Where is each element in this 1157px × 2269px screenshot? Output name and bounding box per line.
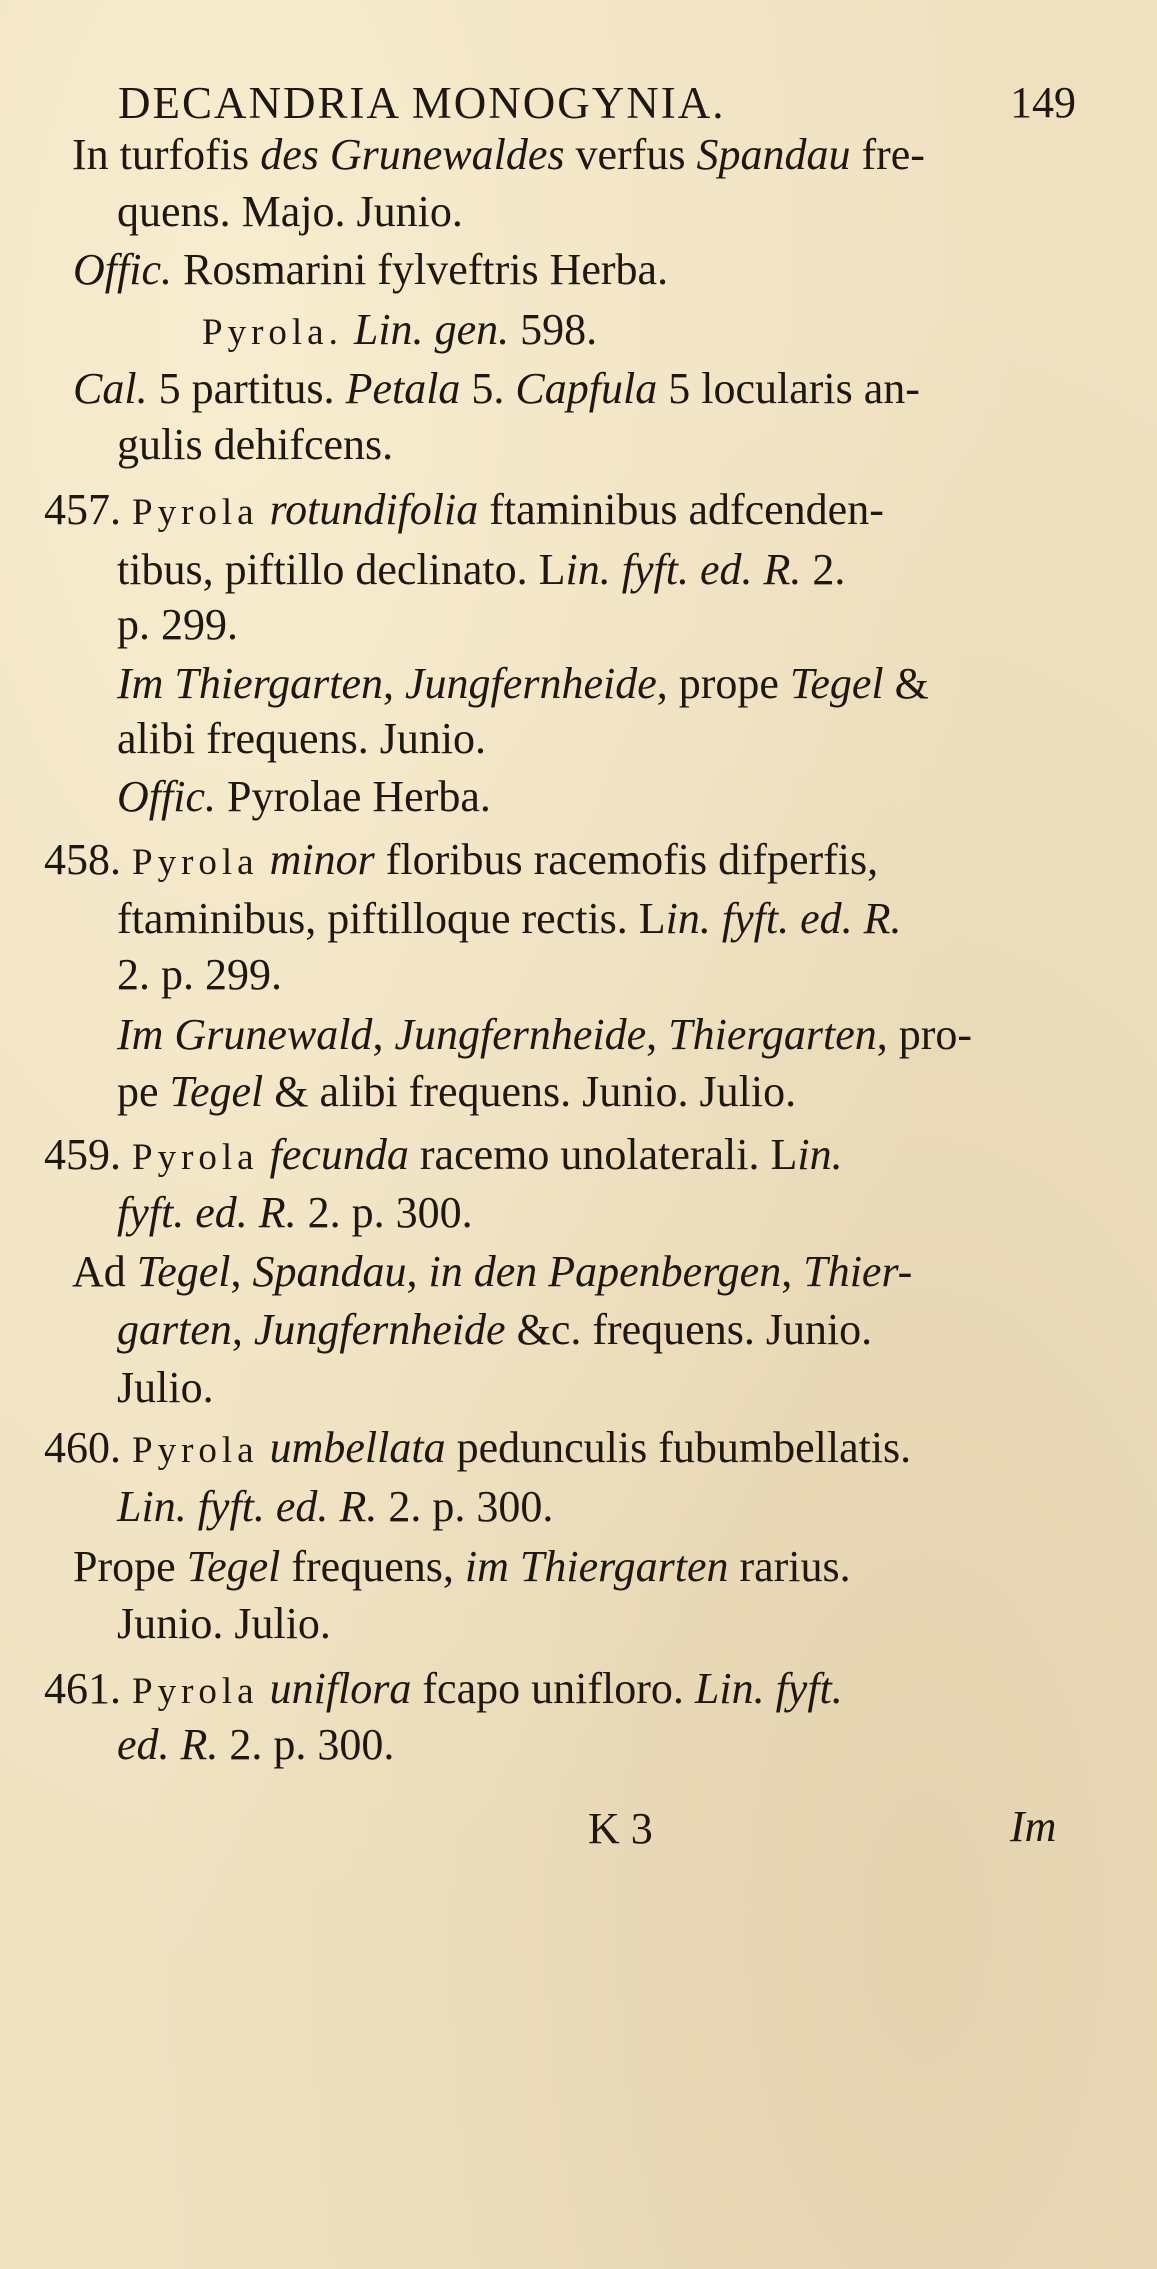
text-line: Prope Tegel frequens, im Thiergarten rarius. [73, 1542, 851, 1591]
text-line: Junio. Julio. [117, 1599, 331, 1648]
text-line: p. 299. [117, 600, 238, 649]
catchword: Im [1010, 1802, 1057, 1851]
entry-461: 461. Pyrola uniflora fcapo unifloro. Lin. fyft. [44, 1664, 843, 1713]
text-line: Im Grunewald, Jungfernheide, Thiergarten, pro- [117, 1010, 973, 1059]
running-head [118, 76, 726, 130]
text-line: ed. R. 2. p. 300. [117, 1720, 395, 1769]
page-number: 149 [1010, 78, 1076, 127]
text-line: gulis dehifcens. [117, 420, 394, 469]
text-line: Cal. 5 partitus. Petala 5. Capfula 5 locularis an- [73, 364, 920, 413]
entry-459: 459. Pyrola fecunda racemo unolaterali. Lin. [44, 1130, 843, 1179]
text-line: 2. p. 299. [117, 950, 282, 999]
text-line: pe Tegel & alibi frequens. Junio. Julio. [117, 1067, 797, 1116]
text-line: tibus, piftillo declinato. Lin. fyft. ed. R. 2. [117, 545, 846, 594]
genus-heading: Pyrola. Lin. gen. 598. [202, 305, 598, 354]
text-line: Ad Tegel, Spandau, in den Papenbergen, Thier- [72, 1247, 913, 1296]
text-line: ftaminibus, piftilloque rectis. Lin. fyft. ed. R. [117, 894, 902, 943]
text-line: Offic. Pyrolae Herba. [117, 772, 491, 821]
text-line: quens. Majo. Junio. [117, 187, 463, 236]
text-line: alibi frequens. Junio. [117, 714, 487, 763]
entry-460: 460. Pyrola umbellata pedunculis fubumbellatis. [44, 1423, 912, 1472]
text-line: Im Thiergarten, Jungfernheide, prope Tegel & [117, 659, 929, 708]
entry-458: 458. Pyrola minor floribus racemofis difperfis, [44, 835, 879, 884]
text-line: fyft. ed. R. 2. p. 300. [117, 1188, 473, 1237]
text-line: Offic. Rosmarini fylveftris Herba. [73, 245, 669, 294]
page-title: DECANDRIA MONOGYNIA. [118, 78, 726, 128]
text-line: garten, Jungfernheide &c. frequens. Junio. [117, 1305, 873, 1354]
text-line: Julio. [117, 1363, 214, 1412]
signature-mark: K 3 [588, 1804, 653, 1853]
entry-457: 457. Pyrola rotundifolia ftaminibus adfcenden- [44, 485, 884, 534]
text-line: In turfofis des Grunewaldes verfus Spandau fre- [72, 130, 925, 179]
text-line: Lin. fyft. ed. R. 2. p. 300. [117, 1482, 554, 1531]
